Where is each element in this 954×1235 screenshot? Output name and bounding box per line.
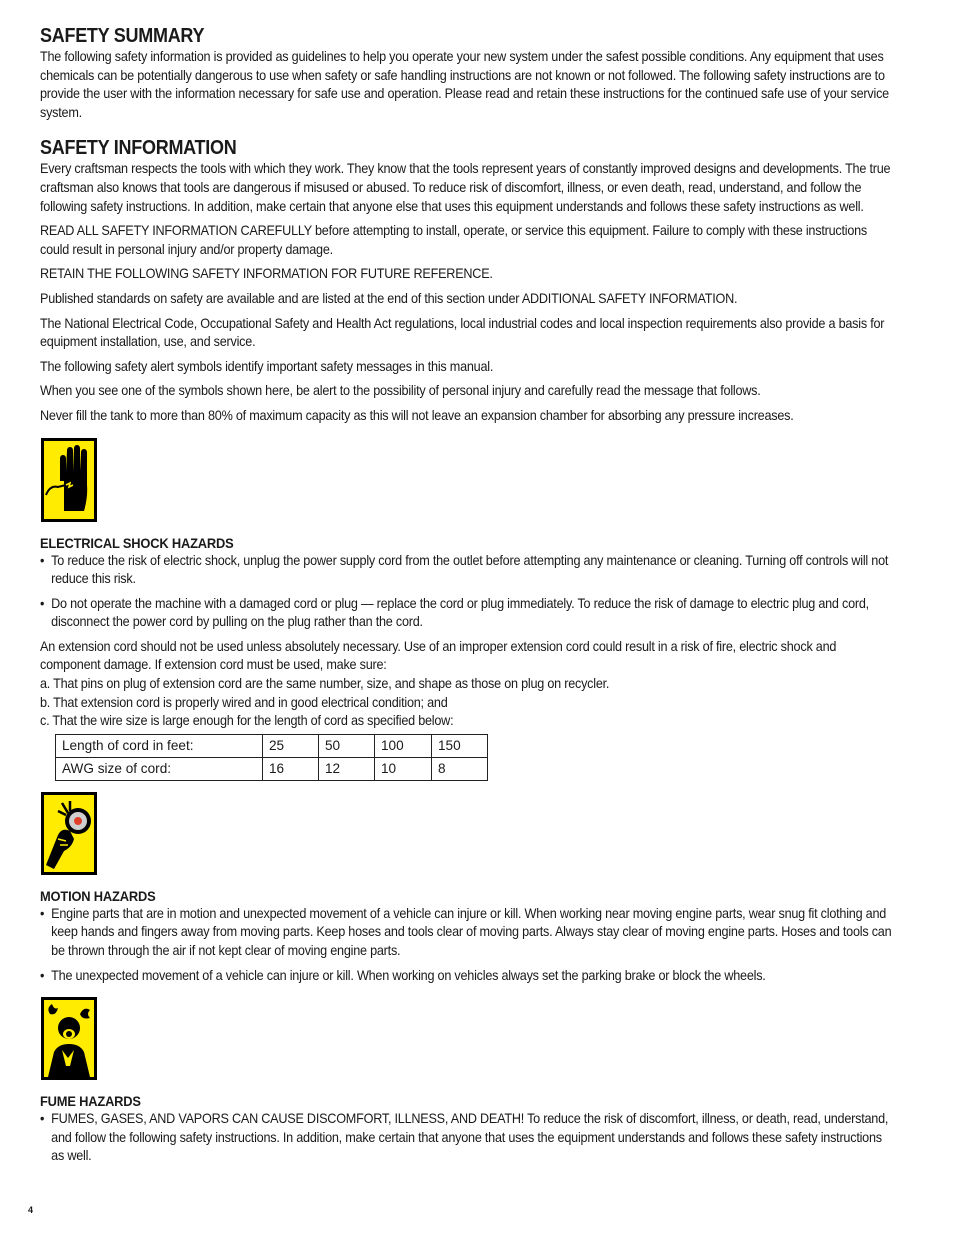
list-item: • Do not operate the machine with a damaged cord or plug — replace the cord or plug immediately. To reduce the risk of damage to electric plug and cord, disconnect the power cord by pulling on the plug rather than the cord. — [40, 595, 869, 630]
electrical-shock-heading: ELECTRICAL SHOCK HAZARDS — [40, 534, 234, 551]
cord-size-table — [55, 734, 488, 781]
table-cell: 16 — [263, 757, 319, 780]
fumes-person-icon — [41, 997, 97, 1080]
fume-hazards-heading: FUME HAZARDS — [40, 1093, 141, 1110]
moving-parts-hand-icon — [41, 792, 97, 875]
table-cell: 8 — [432, 757, 488, 780]
info-paragraph: The following safety alert symbols identify important safety messages in this manual. — [40, 358, 494, 374]
safety-summary-heading: SAFETY SUMMARY — [40, 25, 205, 47]
extension-item-a: a. That pins on plug of extension cord are the same number, size, and shape as those on plug on recycler. — [40, 676, 610, 692]
table-cell: 25 — [263, 734, 319, 757]
info-paragraph: RETAIN THE FOLLOWING SAFETY INFORMATION FOR FUTURE REFERENCE. — [40, 266, 493, 282]
motion-hazards-body — [40, 905, 897, 985]
table-row — [56, 757, 488, 780]
table-cell: 12 — [319, 757, 375, 780]
info-paragraph: When you see one of the symbols shown here, be alert to the possibility of personal injury and carefully read the message that follows. — [40, 383, 761, 399]
list-item: • The unexpected movement of a vehicle can injure or kill. When working on vehicles always set the parking brake or block the wheels. — [40, 967, 766, 983]
page-number: 4 — [28, 1205, 34, 1215]
info-paragraph: READ ALL SAFETY INFORMATION CAREFULLY before attempting to install, operate, or service this equipment. Failure to comply with these instructions could result in personal injury and/or property damage. — [40, 223, 868, 257]
extension-item-b: b. That extension cord is properly wired and in good electrical condition; and — [40, 694, 448, 710]
table-cell: AWG size of cord: — [56, 757, 263, 780]
info-paragraph: Every craftsman respects the tools with which they work. They know that the tools represent years of constantly improved designs and developments. The true craftsman also knows that tools are dangerous if misused or abused. To reduce risk of discomfort, illness, or even death, read, understand, and follow the following safety instructions. In addition, make certain that anyone else that uses this equipment understands and follows these safety instructions as well. — [40, 161, 891, 214]
page-content — [40, 24, 898, 1172]
table-cell: Length of cord in feet: — [56, 734, 263, 757]
table-cell: 10 — [375, 757, 432, 780]
fume-hazards-body — [40, 1110, 897, 1166]
safety-information-body — [40, 160, 897, 425]
info-paragraph: Never fill the tank to more than 80% of maximum capacity as this will not leave an expansion chamber for absorbing any pressure increases. — [40, 407, 794, 423]
extension-cord-intro: An extension cord should not be used unless absolutely necessary. Use of an improper extension cord could result in a risk of fire, electric shock and component damage. If extension cord must be used, make sure: — [40, 638, 837, 673]
table-cell: 50 — [319, 734, 375, 757]
electrical-shock-body — [40, 552, 897, 731]
info-paragraph: Published standards on safety are available and are listed at the end of this section under ADDITIONAL SAFETY INFORMATION. — [40, 290, 738, 306]
list-item: • Engine parts that are in motion and unexpected movement of a vehicle can injure or kill. When working near moving engine parts, wear snug fit clothing and keep hands and fingers away from moving parts. Keep hoses and tools clear of moving parts. Always stay clear of moving engine parts. Hoses and tools can be thrown through the air if not kept clear of moving engine parts. — [40, 905, 892, 959]
table-cell: 150 — [432, 734, 488, 757]
electric-shock-hand-icon — [41, 438, 97, 522]
table-cell: 100 — [375, 734, 432, 757]
info-paragraph: The National Electrical Code, Occupational Safety and Health Act regulations, local industrial codes and local inspection requirements also provide a basis for equipment installation, use, and service. — [40, 315, 885, 350]
safety-information-heading: SAFETY INFORMATION — [40, 137, 237, 160]
table-row — [56, 734, 488, 757]
extension-item-c: c. That the wire size is large enough for the length of cord as specified below: — [40, 713, 454, 729]
list-item: • To reduce the risk of electric shock, unplug the power supply cord from the outlet before attempting any maintenance or cleaning. Turning off controls will not reduce this risk. — [40, 552, 889, 587]
list-item: • FUMES, GASES, AND VAPORS CAN CAUSE DISCOMFORT, ILLNESS, AND DEATH! To reduce the risk of discomfort, illness, or death, read, understand, and follow the following safety instructions. In addition, make certain that anyone that uses the equipment understands and follows these safety instructions as well. — [40, 1111, 889, 1164]
safety-summary-text: The following safety information is provided as guidelines to help you operate your new system under the safest possible conditions. Any equipment that uses chemicals can be potentially dangerous to use when safety or safe handling instructions are not known or not followed. The following safety instructions are to provide the user with the information necessary for safe use and operation. Please read and retain these instructions for the continued safe use of your service system. — [40, 49, 889, 120]
motion-hazards-heading: MOTION HAZARDS — [40, 887, 156, 904]
